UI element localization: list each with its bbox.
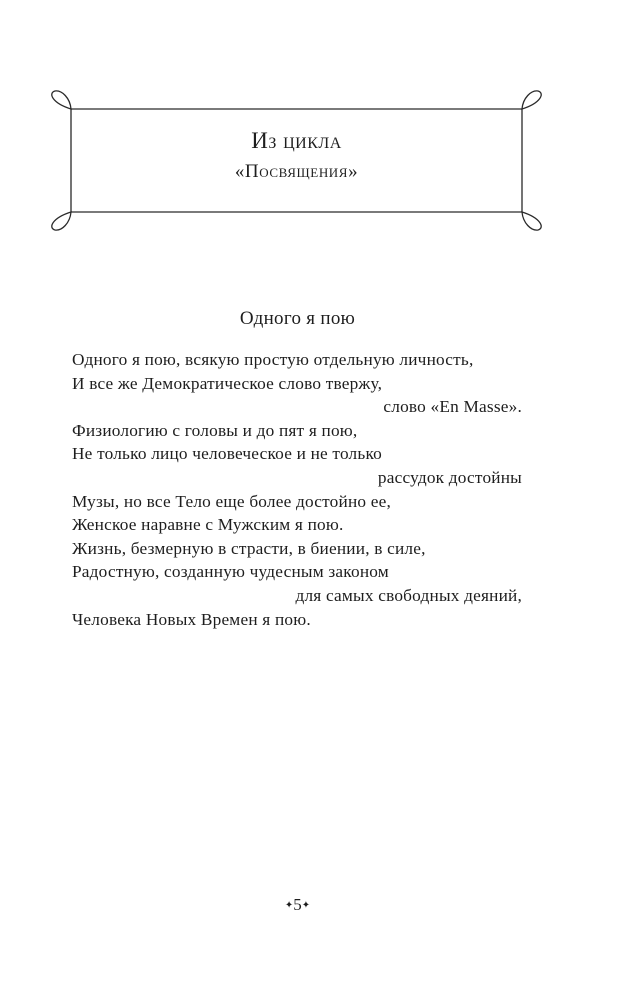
poem-line: И все же Демократическое слово твержу, <box>72 373 383 393</box>
section-heading: Из цикла <box>251 128 342 153</box>
ornament-star-icon: ✦ <box>284 900 294 911</box>
page-number: 5 <box>293 895 302 914</box>
poem-line: Музы, но все Тело еще более достойно ее, <box>72 491 392 511</box>
ornament-star-icon: ✦ <box>301 900 311 911</box>
poem-line-continuation: рассудок достойны <box>377 467 522 487</box>
poem-title: Одного я пою <box>239 308 356 329</box>
poem-line: Физиологию с головы и до пят я пою, <box>72 420 358 440</box>
section-subheading: «Посвящения» <box>234 161 359 182</box>
poem-line: Женское наравне с Мужским я пою. <box>72 515 344 535</box>
poem-line: Жизнь, безмерную в страсти, в биении, в силе, <box>72 538 426 558</box>
poem-line: Человека Новых Времен я пою. <box>72 609 311 629</box>
page-number-footer <box>0 895 595 915</box>
poem-line: Не только лицо человеческое и не только <box>72 444 383 464</box>
poem-body <box>72 348 522 631</box>
poem-line-continuation: слово «En Masse». <box>383 397 522 417</box>
poem-line: Одного я пою, всякую простую отдельную личность, <box>72 350 474 369</box>
poem-line-continuation: для самых свободных деяний, <box>295 585 522 605</box>
poem-line: Радостную, созданную чудесным законом <box>72 562 389 582</box>
